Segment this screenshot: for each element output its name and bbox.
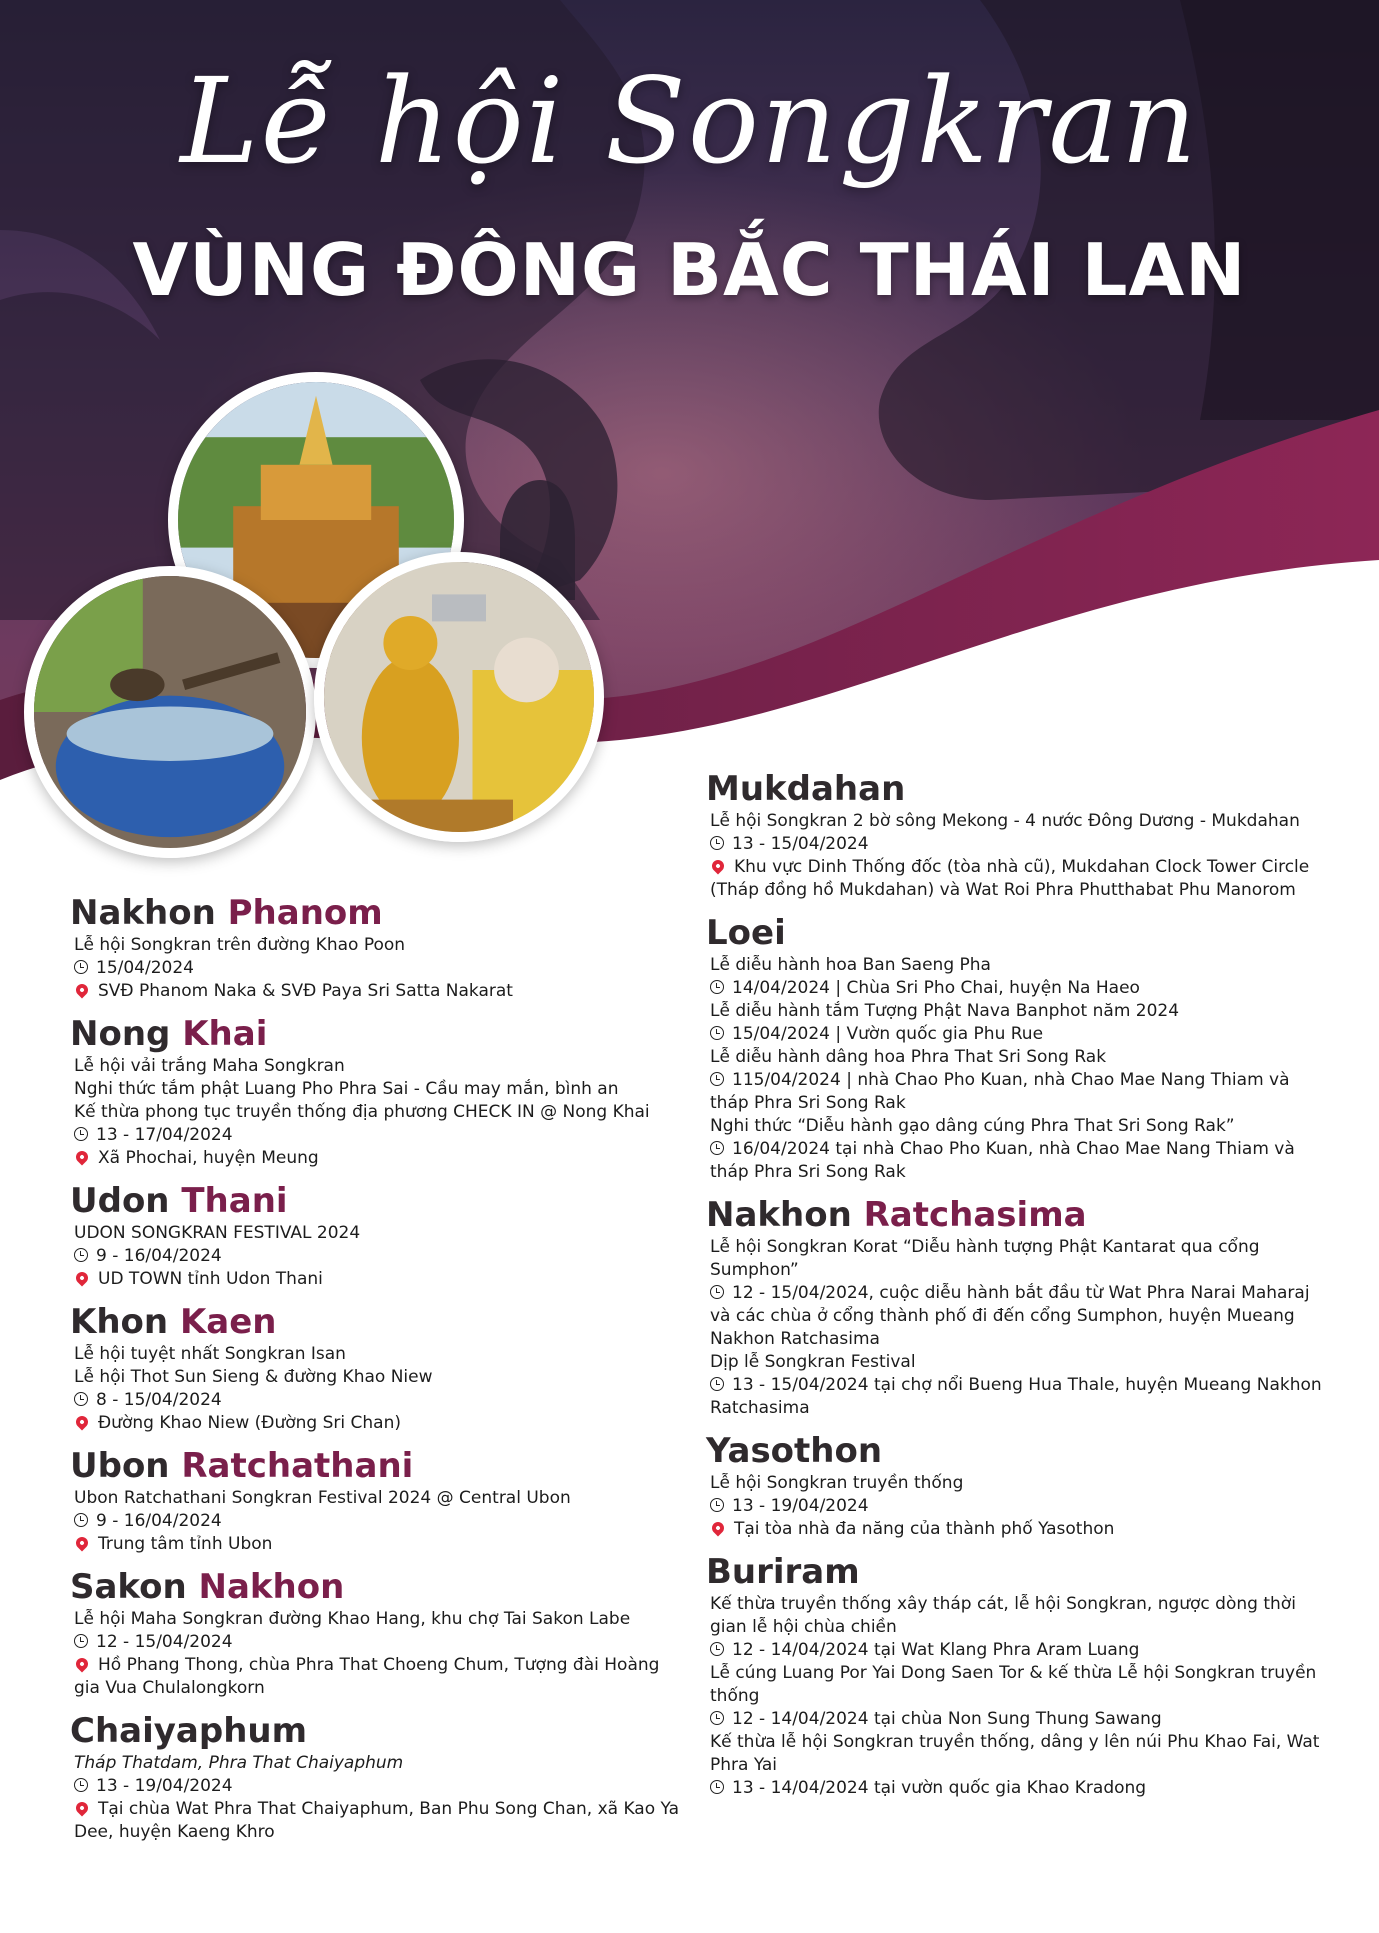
event-description [706,1593,1326,1639]
line-text: 16/04/2024 tại nhà Chao Pho Kuan, nhà Chao Mae Nang Thiam và tháp Phra Sri Song Rak [710,1139,1295,1182]
event-date [706,1282,1326,1351]
event-location [70,1654,690,1700]
line-text: Kế thừa lễ hội Songkran truyền thống, dâng y lên núi Phu Khao Fai, Wat Phra Yai [710,1732,1320,1775]
event-date [70,1124,690,1147]
region-title-accent: Ratchasima [863,1195,1087,1235]
region-title-part: Nong [70,1014,183,1054]
location-pin-icon [710,858,727,875]
location-pin-icon [74,1270,91,1287]
line-text: Tại chùa Wat Phra That Chaiyaphum, Ban Phu Song Chan, xã Kao Ya Dee, huyện Kaeng Khro [74,1799,679,1842]
region-mukdahan [706,768,1326,902]
event-date [706,1495,1326,1518]
region-title-part: Loei [706,913,786,953]
line-text: 12 - 14/04/2024 tại Wat Klang Phra Aram Luang [732,1640,1140,1660]
event-description [70,1608,690,1631]
clock-icon [710,1141,724,1155]
line-text: Tại tòa nhà đa năng của thành phố Yasothon [734,1519,1115,1539]
line-text: 115/04/2024 | nhà Chao Pho Kuan, nhà Chao Mae Nang Thiam và tháp Phra Sri Song Rak [710,1070,1290,1113]
region-title-part: Sakon [70,1567,199,1607]
line-text: Nghi thức tắm phật Luang Pho Phra Sai - Cầu may mắn, bình an [74,1079,619,1099]
line-text: 12 - 15/04/2024, cuộc diễu hành bắt đầu từ Wat Phra Narai Maharaj và các chùa ở cổng thành phố đi đến cổng Sumphon, huyện Mueang Nakhon Ratchasima [710,1283,1310,1349]
region-title [706,768,1326,810]
region-loei [706,912,1326,1184]
line-text: Hồ Phang Thong, chùa Phra That Choeng Chum, Tượng đài Hoàng gia Vua Chulalongkorn [74,1655,660,1698]
region-title-part: Chaiyaphum [70,1711,308,1751]
event-location [70,1798,690,1844]
line-text: SVĐ Phanom Naka & SVĐ Paya Sri Satta Nakarat [98,981,513,1001]
region-title-accent: Thani [181,1181,288,1221]
event-description [70,1055,690,1078]
clock-icon [74,960,88,974]
right-column [706,768,1326,1810]
event-description [706,1662,1326,1708]
region-chaiyaphum [70,1710,690,1844]
location-pin-icon [74,1414,91,1431]
line-text: Lễ hội Songkran 2 bờ sông Mekong - 4 nước Đông Dương - Mukdahan [710,811,1300,831]
event-description [706,1046,1326,1069]
region-title [706,912,1326,954]
region-nakhon-ratchasima [706,1194,1326,1420]
region-title-part: Buriram [706,1552,860,1592]
region-title [70,1013,690,1055]
photo-buddha-bathing [314,552,604,842]
region-title [70,1180,690,1222]
event-date [706,1777,1326,1800]
event-date [706,1639,1326,1662]
event-description [706,1472,1326,1495]
region-title [706,1551,1326,1593]
event-location [70,1533,690,1556]
line-text: Lễ hội Maha Songkran đường Khao Hang, khu chợ Tai Sakon Labe [74,1609,631,1629]
line-text: Đường Khao Niew (Đường Sri Chan) [98,1413,401,1433]
line-text: Lễ diễu hành dâng hoa Phra That Sri Song Rak [710,1047,1107,1067]
event-location [70,1147,690,1170]
event-description [706,1351,1326,1374]
line-text: 13 - 17/04/2024 [96,1125,233,1145]
clock-icon [710,1285,724,1299]
clock-icon [710,1711,724,1725]
clock-icon [74,1634,88,1648]
event-description [70,934,690,957]
event-date [70,1510,690,1533]
event-description [706,1000,1326,1023]
line-text: Lễ hội Thot Sun Sieng & đường Khao Niew [74,1367,433,1387]
line-text: UD TOWN tỉnh Udon Thani [98,1269,323,1289]
event-description [706,810,1326,833]
event-description [70,1366,690,1389]
clock-icon [710,836,724,850]
region-title [706,1430,1326,1472]
region-title-part: Khon [70,1302,180,1342]
line-text: 14/04/2024 | Chùa Sri Pho Chai, huyện Na Haeo [732,978,1140,998]
event-description [70,1752,690,1775]
region-khon-kaen [70,1301,690,1435]
region-title-part: Yasothon [706,1431,883,1471]
location-pin-icon [74,1656,91,1673]
line-text: Xã Phochai, huyện Meung [98,1148,319,1168]
photo-water-bowl [24,566,316,858]
title-main: VÙNG ĐÔNG BẮC THÁI LAN [132,228,1247,312]
line-text: Ubon Ratchathani Songkran Festival 2024 @ Central Ubon [74,1488,571,1508]
region-title-accent: Kaen [179,1302,277,1342]
event-date [70,1631,690,1654]
line-text: Lễ hội tuyệt nhất Songkran Isan [74,1344,346,1364]
clock-icon [74,1778,88,1792]
clock-icon [710,1642,724,1656]
event-date [706,1138,1326,1184]
line-text: Kế thừa truyền thống xây tháp cát, lễ hội Songkran, ngược dòng thời gian lễ hội chùa chiền [710,1594,1296,1637]
region-title-accent: Phanom [227,893,383,933]
event-date [706,1708,1326,1731]
line-text: 12 - 14/04/2024 tại chùa Non Sung Thung Sawang [732,1709,1162,1729]
region-title-accent: Ratchathani [181,1446,414,1486]
event-date [706,833,1326,856]
event-description [706,1236,1326,1282]
line-text: Dịp lễ Songkran Festival [710,1352,916,1372]
location-pin-icon [74,982,91,999]
line-text: UDON SONGKRAN FESTIVAL 2024 [74,1223,361,1243]
region-title-accent: Khai [182,1014,268,1054]
line-text: Lễ hội vải trắng Maha Songkran [74,1056,345,1076]
line-text: Lễ diễu hành hoa Ban Saeng Pha [710,955,991,975]
title-script: Lễ hội Songkran [180,52,1199,190]
event-description [70,1101,690,1124]
event-location [70,980,690,1003]
line-text: 13 - 15/04/2024 [732,834,869,854]
event-location [70,1412,690,1435]
line-text: 12 - 15/04/2024 [96,1632,233,1652]
line-text: 13 - 19/04/2024 [96,1776,233,1796]
line-text: Kế thừa phong tục truyền thống địa phương CHECK IN @ Nong Khai [74,1102,650,1122]
region-title-part: Nakhon [70,893,228,933]
event-description [70,1078,690,1101]
region-title [70,1710,690,1752]
line-text: Lễ cúng Luang Por Yai Dong Saen Tor & kế thừa Lễ hội Songkran truyền thống [710,1663,1317,1706]
location-pin-icon [74,1800,91,1817]
location-pin-icon [74,1149,91,1166]
event-date [70,1245,690,1268]
clock-icon [74,1127,88,1141]
region-title-part: Ubon [70,1446,182,1486]
event-date [706,1374,1326,1420]
line-text: 8 - 15/04/2024 [96,1390,222,1410]
region-title-accent: Nakhon [198,1567,345,1607]
region-title-part: Udon [70,1181,182,1221]
region-nong-khai [70,1013,690,1170]
left-column [70,892,690,1854]
event-date [70,1775,690,1798]
clock-icon [710,1377,724,1391]
event-date [706,1023,1326,1046]
clock-icon [74,1248,88,1262]
region-udon-thani [70,1180,690,1291]
region-ubon-ratchathani [70,1445,690,1556]
region-title [706,1194,1326,1236]
event-description [706,1115,1326,1138]
line-text: 9 - 16/04/2024 [96,1246,222,1266]
region-yasothon [706,1430,1326,1541]
event-description [70,1222,690,1245]
line-text: Lễ hội Songkran trên đường Khao Poon [74,935,406,955]
line-text: Lễ hội Songkran Korat “Diễu hành tượng Phật Kantarat qua cổng Sumphon” [710,1237,1260,1280]
region-title-part: Nakhon [706,1195,864,1235]
event-location [706,1518,1326,1541]
region-title-part: Mukdahan [706,769,906,809]
event-description [706,1731,1326,1777]
line-text: Tháp Thatdam, Phra That Chaiyaphum [74,1753,404,1773]
location-pin-icon [74,1535,91,1552]
line-text: Lễ hội Songkran truyền thống [710,1473,964,1493]
event-date [70,1389,690,1412]
clock-icon [710,1072,724,1086]
line-text: 13 - 19/04/2024 [732,1496,869,1516]
clock-icon [710,1498,724,1512]
event-location [706,856,1326,902]
line-text: 15/04/2024 [96,958,194,978]
region-title [70,1566,690,1608]
event-description [70,1487,690,1510]
clock-icon [74,1392,88,1406]
line-text: 13 - 15/04/2024 tại chợ nổi Bueng Hua Thale, huyện Mueang Nakhon Ratchasima [710,1375,1322,1418]
line-text: 15/04/2024 | Vườn quốc gia Phu Rue [732,1024,1044,1044]
clock-icon [710,980,724,994]
region-title [70,1301,690,1343]
location-pin-icon [710,1520,727,1537]
clock-icon [74,1513,88,1527]
region-title [70,892,690,934]
line-text: 13 - 14/04/2024 tại vườn quốc gia Khao Kradong [732,1778,1147,1798]
region-nakhon-phanom [70,892,690,1003]
line-text: Nghi thức “Diễu hành gạo dâng cúng Phra That Sri Song Rak” [710,1116,1235,1136]
clock-icon [710,1026,724,1040]
line-text: Lễ diễu hành tắm Tượng Phật Nava Banphot năm 2024 [710,1001,1180,1021]
region-sakon-nakhon [70,1566,690,1700]
region-buriram [706,1551,1326,1800]
event-date [70,957,690,980]
event-description [706,954,1326,977]
event-date [706,977,1326,1000]
line-text: 9 - 16/04/2024 [96,1511,222,1531]
event-description [70,1343,690,1366]
event-location [70,1268,690,1291]
clock-icon [710,1780,724,1794]
line-text: Trung tâm tỉnh Ubon [98,1534,273,1554]
region-title [70,1445,690,1487]
event-date [706,1069,1326,1115]
line-text: Khu vực Dinh Thống đốc (tòa nhà cũ), Mukdahan Clock Tower Circle (Tháp đồng hồ Mukdahan) và Wat Roi Phra Phutthabat Phu Manorom [710,857,1310,900]
